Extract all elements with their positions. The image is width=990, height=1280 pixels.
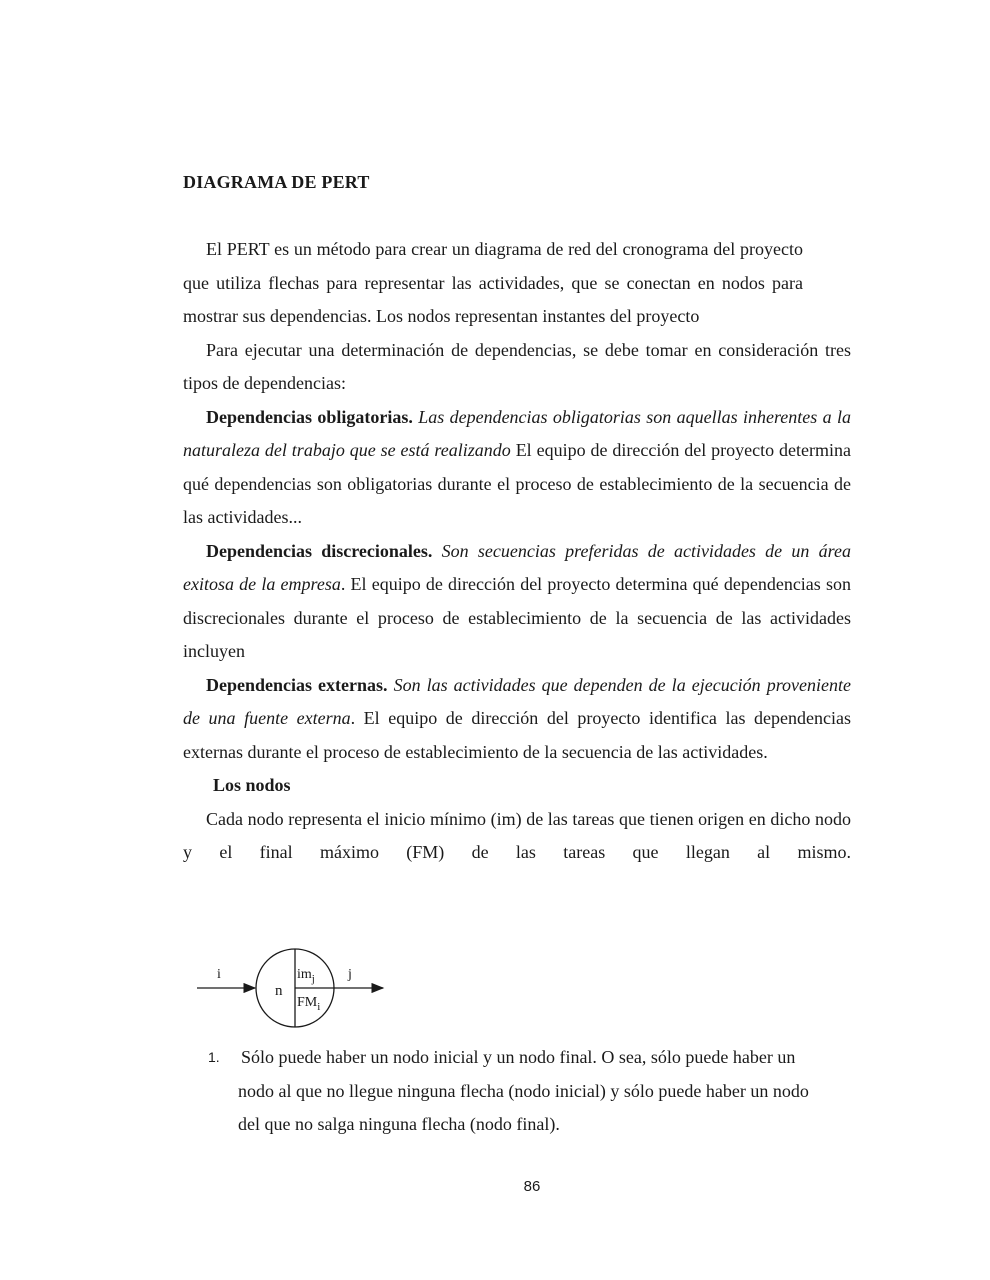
page-title: DIAGRAMA DE PERT bbox=[183, 172, 370, 192]
rules-list bbox=[208, 1041, 828, 1142]
list-item-number: 1. bbox=[208, 1049, 220, 1065]
body-text bbox=[183, 233, 851, 870]
node-label: n bbox=[275, 983, 283, 999]
paragraph-external-dependencies bbox=[183, 669, 851, 770]
external-dependencies-term: Dependencias externas. bbox=[206, 674, 388, 695]
page-number: 86 bbox=[523, 1178, 541, 1195]
mandatory-dependencies-detail: El equipo de dirección del proyecto determina qué dependencias son obligatorias durante el proceso de establecimiento de la secuencia de las actividades... bbox=[183, 440, 852, 527]
paragraph-nodos: Cada nodo representa el inicio mínimo (im) de las tareas que tienen origen en dicho nodo y el final máximo (FM) de las tareas que llegan al mismo. bbox=[183, 808, 851, 862]
list-item-text: Sólo puede haber un nodo inicial y un nodo final. O sea, sólo puede haber un nodo al que no llegue ninguna flecha (nodo inicial) y sólo puede haber un nodo del que no salga ninguna flecha (nodo final). bbox=[238, 1047, 809, 1134]
max-finish-label: $FM_i$ bbox=[297, 995, 321, 1013]
min-start-label: $im_j$ bbox=[297, 967, 315, 985]
paragraph-pert-intro: El PERT es un método para crear un diagrama de red del cronograma del proyecto que utiliza flechas para representar las actividades, que se conectan en nodos para mostrar sus dependencias. Los nodos representan instantes del proyecto bbox=[183, 239, 803, 326]
discretionary-dependencies-term: Dependencias discrecionales. bbox=[206, 540, 433, 561]
paragraph-mandatory-dependencies bbox=[183, 401, 851, 535]
incoming-label: i bbox=[217, 967, 221, 982]
pert-node-diagram bbox=[195, 945, 390, 1035]
discretionary-dependencies-definition: Son secuencias preferidas de actividades de un área exitosa de la empresa bbox=[183, 540, 851, 594]
section-heading-nodos: Los nodos bbox=[213, 775, 291, 795]
mandatory-dependencies-term: Dependencias obligatorias. bbox=[206, 406, 413, 427]
list-item bbox=[208, 1041, 828, 1142]
mandatory-dependencies-definition: Las dependencias obligatorias son aquellas inherentes a la naturaleza del trabajo que se está realizando bbox=[183, 406, 851, 460]
discretionary-dependencies-detail: . El equipo de dirección del proyecto determina qué dependencias son discrecionales durante el proceso de establecimiento de la secuencia de las actividades incluyen bbox=[183, 574, 851, 661]
paragraph-discretionary-dependencies bbox=[183, 535, 851, 669]
external-dependencies-detail: . El equipo de dirección del proyecto identifica las dependencias externas durante el proceso de establecimiento de la secuencia de las actividades. bbox=[183, 708, 851, 762]
outgoing-label: j bbox=[348, 967, 352, 982]
paragraph-dependency-types: Para ejecutar una determinación de dependencias, se debe tomar en consideración tres tipos de dependencias: bbox=[183, 339, 851, 393]
external-dependencies-definition: Son las actividades que dependen de la ejecución proveniente de una fuente externa bbox=[183, 674, 852, 728]
